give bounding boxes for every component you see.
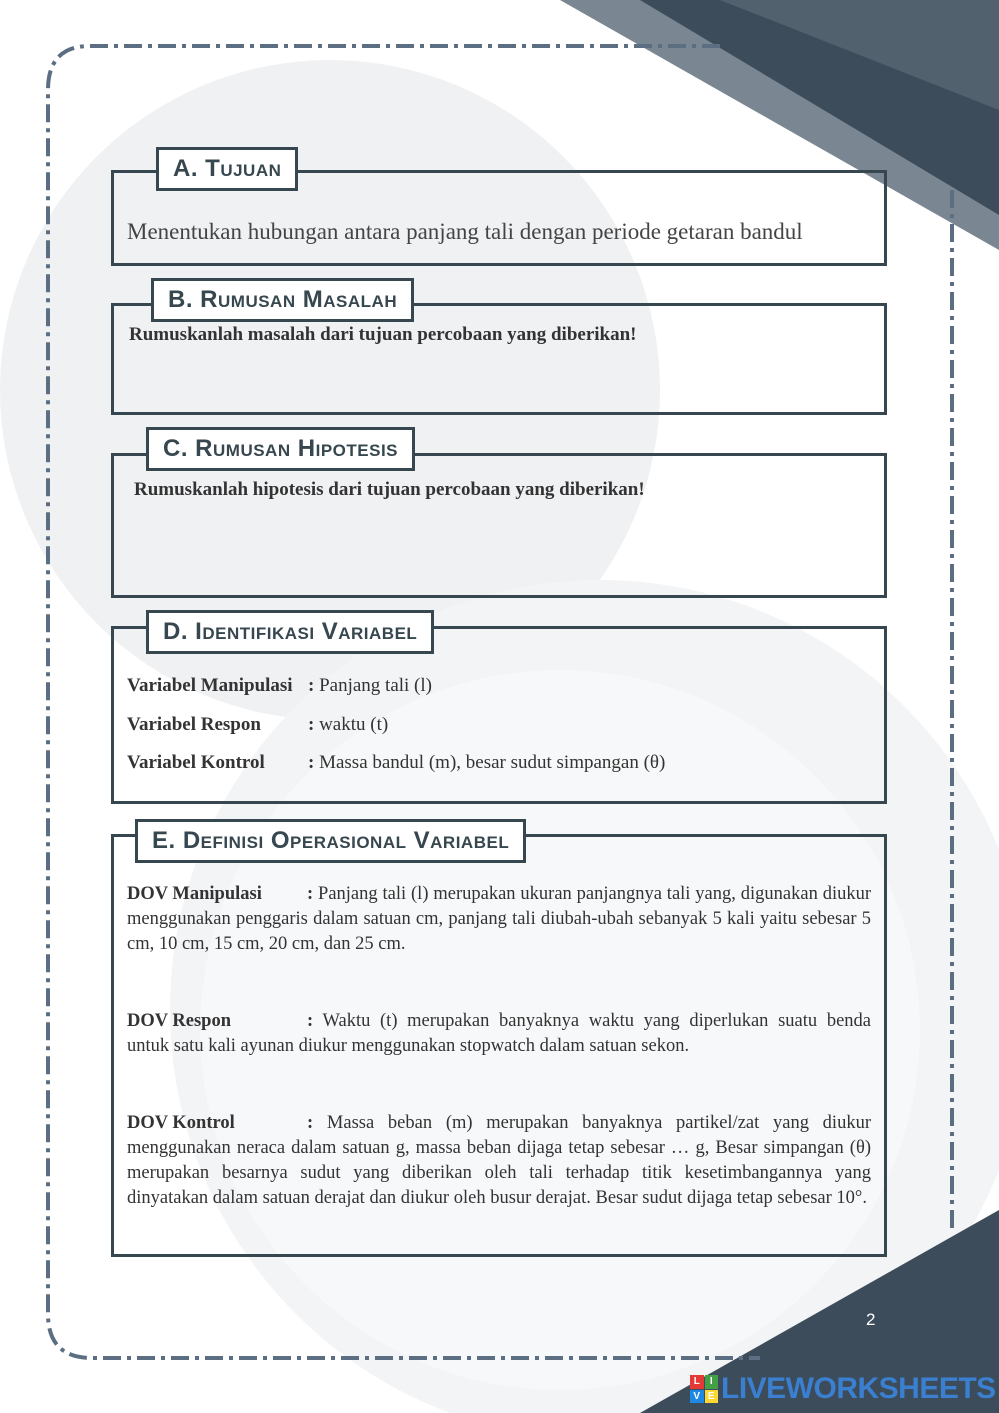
dov-text: Waktu (t) merupakan banyaknya waktu yang diperlukan suatu benda untuk satu kali ayunan diukur menggunakan stopwatch dalam satuan sekon. <box>127 1011 871 1056</box>
dov-label: DOV Respon <box>127 1011 231 1031</box>
identifikasi-variabel-title: D. Identifikasi Variabel <box>146 610 434 654</box>
dov-text: Panjang tali (l) merupakan ukuran panjangnya tali yang, digunakan diukur menggunakan penggaris dalam satuan cm, panjang tali diubah-ubah sebanyak 5 kali yaitu sebesar 5 cm, 10 cm, 15 cm, 20 cm, dan 25 cm. <box>127 884 871 954</box>
page-number: 2 <box>866 1310 876 1329</box>
tujuan-text: Menentukan hubungan antara panjang tali dengan periode getaran bandul <box>127 219 803 244</box>
dov-text: Massa beban (m) merupakan banyaknya partikel/zat yang diukur menggunakan neraca dalam satuan g, massa beban dijaga tetap sebesar … g, Besar simpangan (θ) merupakan besarnya sudut yang diberikan oleh tali terhadap titik kesetimbangannya yang dinyatakan dalam satuan derajat dan diukur oleh busur derajat. Besar sudut dijaga tetap sebesar 10°. <box>127 1113 871 1208</box>
variabel-colon: : <box>308 675 315 696</box>
rumusan-hipotesis-title: C. Rumusan Hipotesis <box>146 427 415 471</box>
dov-colon: : <box>307 1011 314 1031</box>
logo-letter: L <box>690 1375 704 1389</box>
dov-label: DOV Kontrol <box>127 1113 235 1133</box>
liveworksheets-watermark[interactable] <box>690 1372 996 1406</box>
variabel-value: waktu (t) <box>319 714 389 735</box>
variabel-colon: : <box>308 752 315 773</box>
variabel-value: Massa bandul (m), besar sudut simpangan (θ) <box>319 752 666 773</box>
dov-label: DOV Manipulasi <box>127 884 262 904</box>
variabel-label: Variabel Respon <box>127 714 261 735</box>
variabel-respon-row <box>127 714 388 736</box>
tujuan-title: A. Tujuan <box>156 147 298 191</box>
variabel-kontrol-row <box>127 752 665 774</box>
dov-respon <box>127 1009 871 1059</box>
rumusan-masalah-title: B. Rumusan Masalah <box>151 278 414 322</box>
liveworksheets-text: LIVEWORKSHEETS <box>721 1372 996 1405</box>
definisi-operasional-title: E. Definisi Operasional Variabel <box>135 819 526 863</box>
logo-letter: I <box>705 1375 719 1389</box>
variabel-colon: : <box>308 714 315 735</box>
rumusan-hipotesis-box[interactable] <box>111 453 887 598</box>
variabel-value: Panjang tali (l) <box>319 675 432 696</box>
rumusan-hipotesis-prompt: Rumuskanlah hipotesis dari tujuan percobaan yang diberikan! <box>134 479 645 500</box>
liveworksheets-logo-icon <box>690 1375 718 1403</box>
dov-kontrol <box>127 1111 871 1211</box>
dov-colon: : <box>307 1113 314 1133</box>
dov-manipulasi <box>127 882 871 957</box>
dov-colon: : <box>307 884 314 904</box>
variabel-label: Variabel Manipulasi <box>127 675 293 696</box>
logo-letter: V <box>690 1390 704 1404</box>
rumusan-masalah-prompt: Rumuskanlah masalah dari tujuan percobaan yang diberikan! <box>129 324 637 345</box>
variabel-label: Variabel Kontrol <box>127 752 265 773</box>
logo-letter: E <box>705 1390 719 1404</box>
variabel-manipulasi-row <box>127 675 432 697</box>
